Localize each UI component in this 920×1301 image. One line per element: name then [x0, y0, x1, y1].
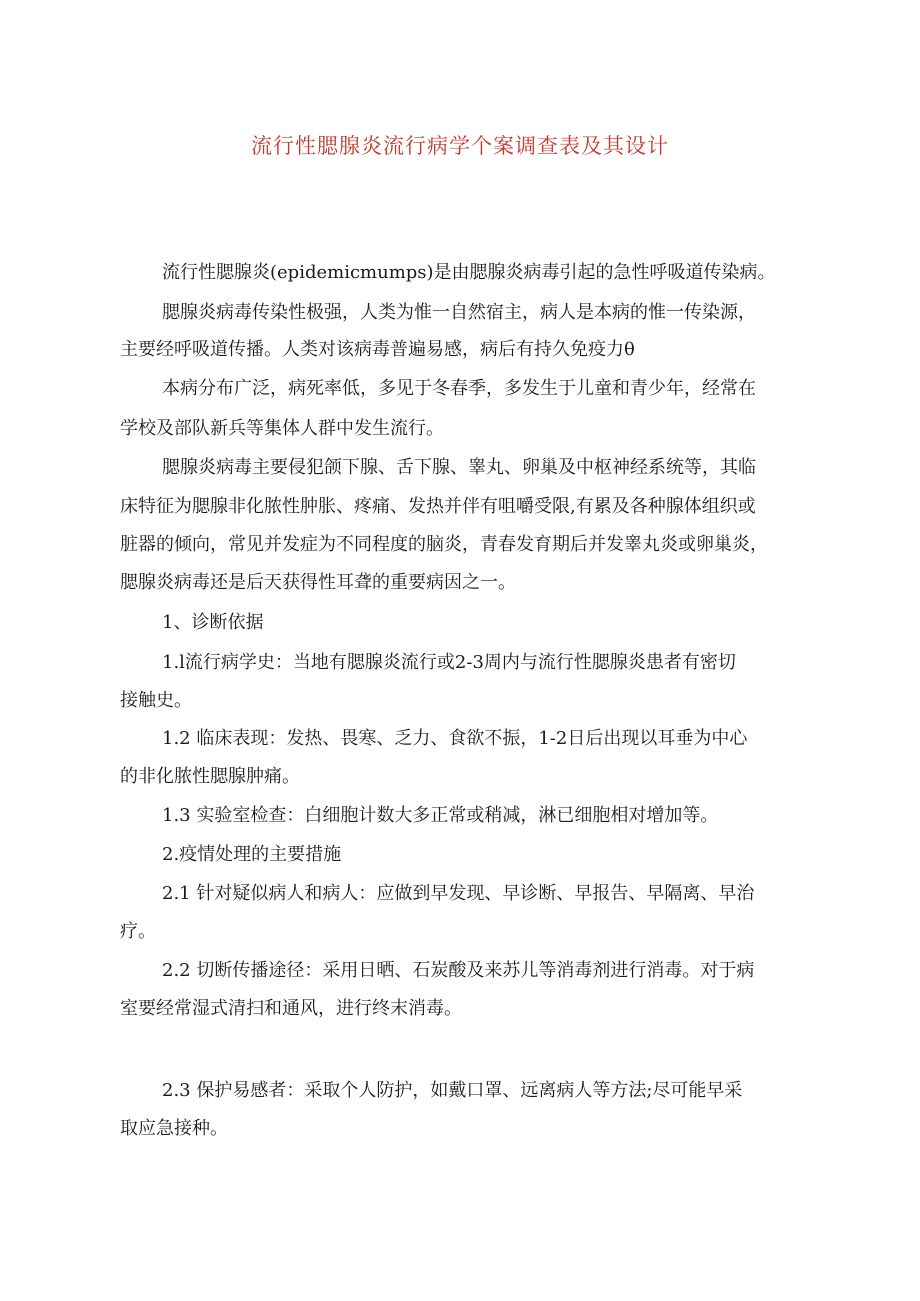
paragraph-line: 1.l流行病学史：当地有腮腺炎流行或2-3周内与流行性腮腺炎患者有密切: [162, 652, 736, 673]
document-title: 流行性腮腺炎流行病学个案调查表及其设计: [251, 134, 669, 158]
paragraph-line: 接触史。: [120, 690, 192, 711]
paragraph-line: 脏器的倾向，常见并发症为不同程度的脑炎，青春发育期后并发睾丸炎或卵巢炎，: [120, 534, 768, 555]
paragraph-line: 主要经呼吸道传播。人类对该病毒普遍易感，病后有持久免疫力θ: [120, 339, 635, 360]
section-heading: 2.疫情处理的主要措施: [162, 844, 342, 865]
paragraph-line: 腮腺炎病毒主要侵犯颌下腺、舌下腺、睾丸、卵巢及中枢神经系统等，其临: [162, 457, 756, 478]
paragraph-line: 疗。: [120, 921, 156, 942]
paragraph-line: 腮腺炎病毒传染性极强，人类为惟一自然宿主，病人是本病的惟一传染源，: [162, 302, 756, 323]
paragraph-line: 1.3 实验室检查：白细胞计数大多正常或稍减，淋已细胞相对增加等。: [162, 805, 719, 826]
section-heading: 1、诊断依据: [162, 612, 264, 633]
paragraph-line: 室要经常湿式清扫和通风，进行终末消毒。: [120, 998, 462, 1019]
paragraph-line: 1.2 临床表现：发热、畏寒、乏力、食欲不振，1-2日后出现以耳垂为中心: [162, 728, 748, 749]
paragraph-line: 2.2 切断传播途径：采用日晒、石炭酸及来苏儿等消毒剂进行消毒。对于病: [162, 960, 755, 981]
paragraph-line: 的非化脓性腮腺肿痛。: [120, 766, 300, 787]
paragraph-line: 床特征为腮腺非化脓性肿胀、疼痛、发热并伴有咀嚼受限,有累及各种腺体组织或: [120, 496, 756, 517]
paragraph-line: 2.1 针对疑似病人和病人：应做到早发现、早诊断、早报告、早隔离、早治: [162, 883, 755, 904]
paragraph-line: 流行性腮腺炎(epidemicmumps)是由腮腺炎病毒引起的急性呼吸道传染病。: [162, 262, 776, 283]
paragraph-line: 取应急接种。: [120, 1118, 228, 1139]
paragraph-line: 腮腺炎病毒还是后天获得性耳聋的重要病因之一。: [120, 572, 516, 593]
paragraph-line: 本病分布广泛，病死率低，多见于冬春季，多发生于儿童和青少年，经常在: [162, 378, 756, 399]
paragraph-line: 2.3 保护易感者：采取个人防护，如戴口罩、远离病人等方法;尽可能早采: [162, 1080, 743, 1101]
paragraph-line: 学校及部队新兵等集体人群中发生流行。: [120, 418, 444, 439]
